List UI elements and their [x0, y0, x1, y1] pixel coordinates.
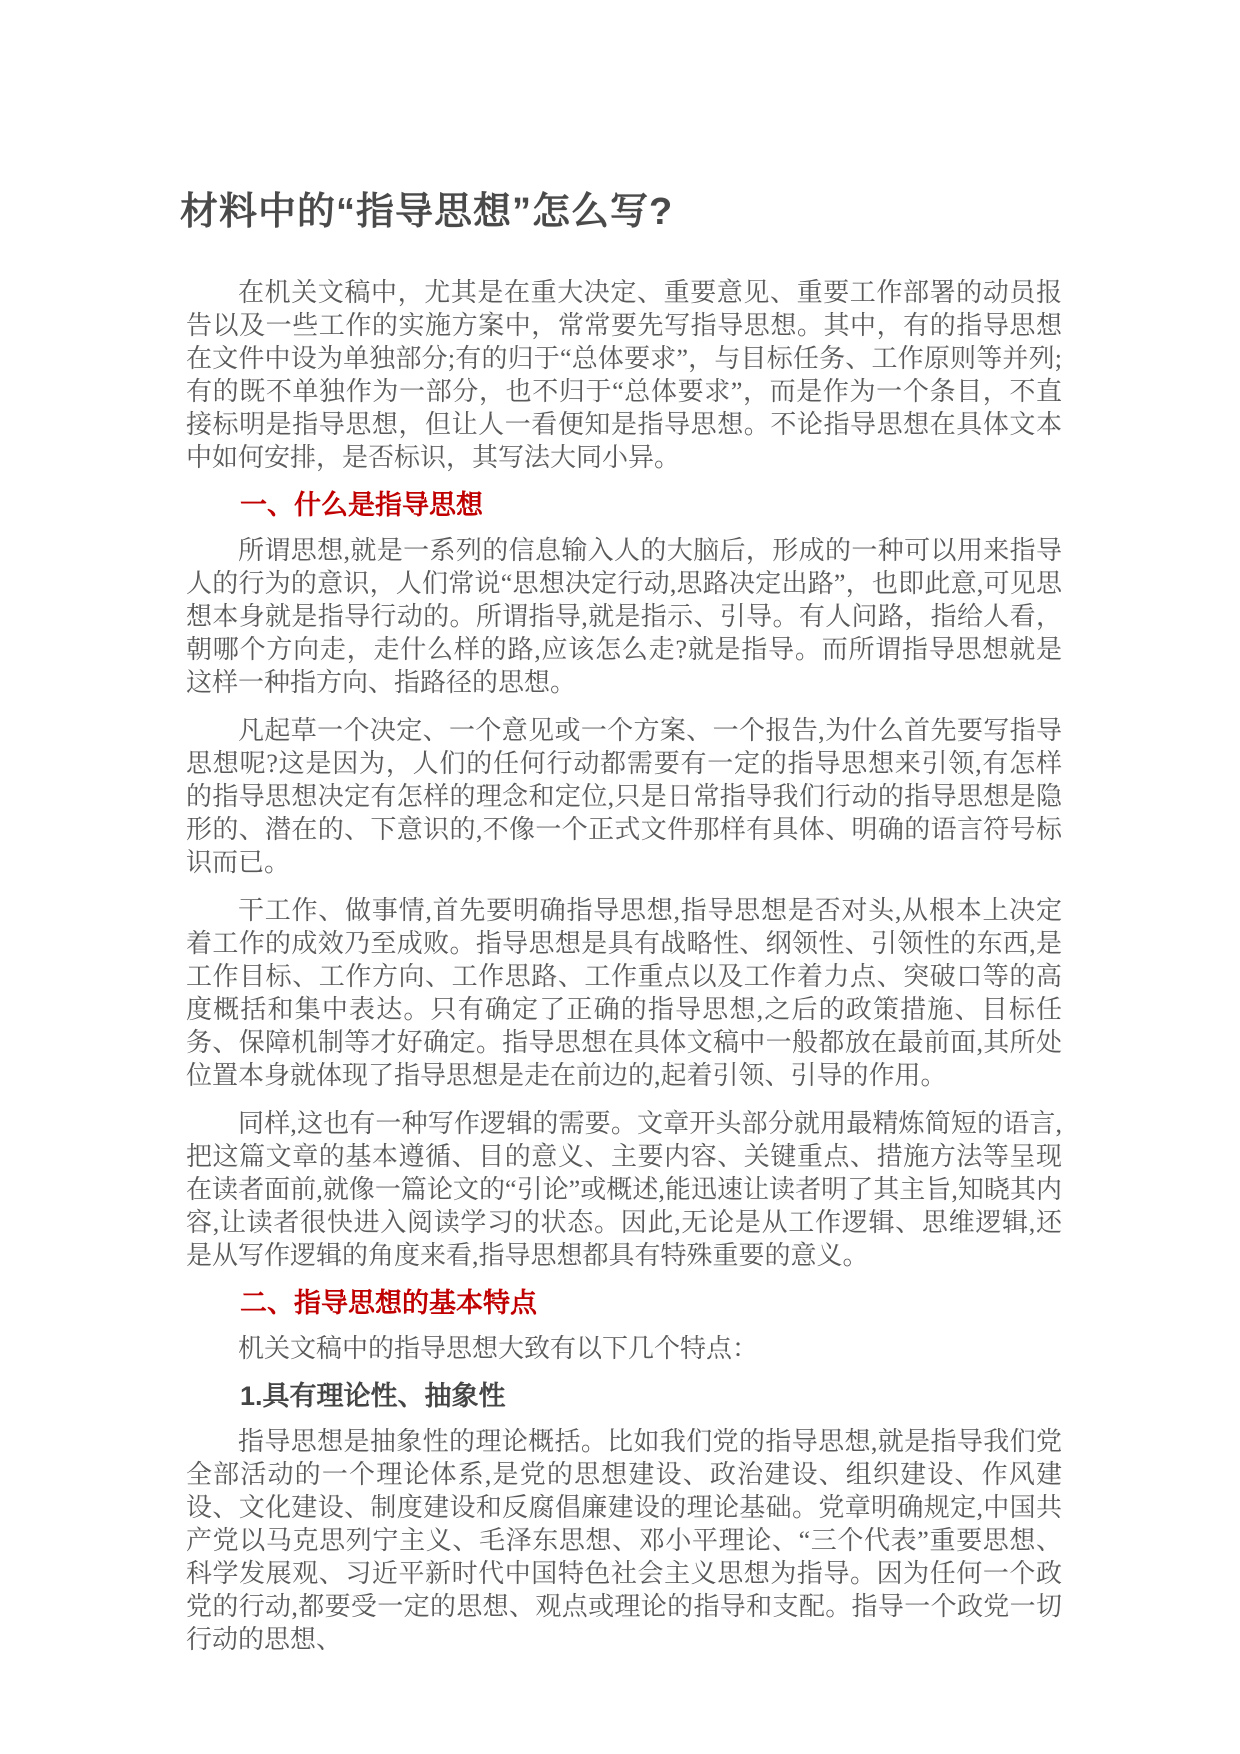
- section-heading-2: 二、指导思想的基本特点: [240, 1288, 537, 1318]
- paragraph-what-is-4: 同样,这也有一种写作逻辑的需要。文章开头部分就用最精炼简短的语言,把这篇文章的基本遵循、目的意义、主要内容、关键重点、措施方法等呈现在读者面前,就像一篇论文的“引论”或概述,能迅速让读者明了其主旨,知晓其内容,让读者很快进入阅读学习的状态。因此,无论是从工作逻辑、思维逻辑,还是从写作逻辑的角度来看,指导思想都具有特殊重要的意义。: [186, 1109, 1062, 1270]
- paragraph-features-lead: 机关文稿中的指导思想大致有以下几个特点：: [238, 1334, 759, 1363]
- paragraph-feature-1: 指导思想是抽象性的理论概括。比如我们党的指导思想,就是指导我们党全部活动的一个理论体系,是党的思想建设、政治建设、组织建设、作风建设、文化建设、制度建设和反腐倡廉建设的理论基础。党章明确规定,中国共产党以马克思列宁主义、毛泽东思想、邓小平理论、“三个代表”重要思想、科学发展观、习近平新时代中国特色社会主义思想为指导。因为任何一个政党的行动,都要受一定的思想、观点或理论的指导和支配。指导一个政党一切行动的思想、: [186, 1427, 1062, 1654]
- paragraph-what-is-2: 凡起草一个决定、一个意见或一个方案、一个报告,为什么首先要写指导思想呢?这是因为，人们的任何行动都需要有一定的指导思想来引领,有怎样的指导思想决定有怎样的理念和定位,只是日常指导我们行动的指导思想是隐形的、潜在的、下意识的,不像一个正式文件那样有具体、明确的语言符号标识而已。: [186, 716, 1062, 877]
- section-heading-1: 一、什么是指导思想: [240, 490, 483, 520]
- paragraph-intro: 在机关文稿中，尤其是在重大决定、重要意见、重要工作部署的动员报告以及一些工作的实施方案中，常常要先写指导思想。其中，有的指导思想在文件中设为单独部分;有的归于“总体要求”，与目标任务、工作原则等并列;有的既不单独作为一部分，也不归于“总体要求”，而是作为一个条目，不直接标明是指导思想，但让人一看便知是指导思想。不论指导思想在具体文本中如何安排，是否标识，其写法大同小异。: [186, 278, 1062, 472]
- document-body: [180, 188, 1062, 1656]
- subsection-heading-1: 1.具有理论性、抽象性: [240, 1381, 506, 1411]
- doc-title: 材料中的“指导思想”怎么写?: [180, 191, 674, 233]
- paragraph-what-is-1: 所谓思想,就是一系列的信息输入人的大脑后，形成的一种可以用来指导人的行为的意识，人们常说“思想决定行动,思路决定出路”，也即此意,可见思想本身就是指导行动的。所谓指导,就是指示、引导。有人问路，指给人看，朝哪个方向走，走什么样的路,应该怎么走?就是指导。而所谓指导思想就是这样一种指方向、指路径的思想。: [186, 536, 1062, 697]
- paragraph-what-is-3: 干工作、做事情,首先要明确指导思想,指导思想是否对头,从根本上决定着工作的成效乃至成败。指导思想是具有战略性、纲领性、引领性的东西,是工作目标、工作方向、工作思路、工作重点以及工作着力点、突破口等的高度概括和集中表达。只有确定了正确的指导思想,之后的政策措施、目标任务、保障机制等才好确定。指导思想在具体文稿中一般都放在最前面,其所处位置本身就体现了指导思想是走在前边的,起着引领、引导的作用。: [186, 896, 1062, 1090]
